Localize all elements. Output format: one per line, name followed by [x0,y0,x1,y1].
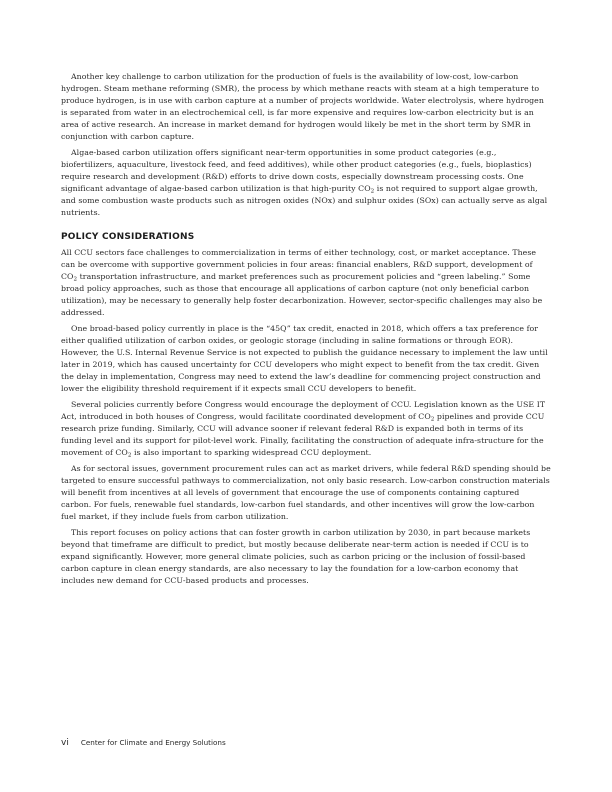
page-number: vi [61,738,69,748]
paragraph-45q: One broad-based policy currently in place is the “45Q” tax credit, enacted in 2018, which offers a tax preference for either qualified utilization of carbon oxides, or geologic storage (including in saline formations or through EOR). However, the U.S. Internal Revenue Service is not expected to publish the guidance necessary to implement the law until later in 2019, which has caused uncertainty for CCU developers who might expect to benefit from the tax credit. Given the delay in implementation, Congress may need to extend the law’s deadline for commencing project construction and lower the eligibility threshold requirement if it expects small CCU developers to benefit. [61,324,548,393]
paragraph-hydrogen: Another key challenge to carbon utilization for the production of fuels is the availability of low-cost, low-carbon hydrogen. Steam methane reforming (SMR), the process by which methane reacts with steam at a high temperature to produce hydrogen, is in use with carbon capture at a number of projects worldwide. Water electrolysis, where hydrogen is separated from water in an electrochemical cell, is far more expensive and requires low-carbon electricity but is an area of active research. An increase in market demand for hydrogen would likely be met in the short term by SMR in conjunction with carbon capture. [61,72,544,141]
body-text [61,71,551,591]
paragraph-algae: Algae-based carbon utilization offers significant near-term opportunities in some product categories (e.g., biofertilizers, aquaculture, livestock feed, and feed additives), while other product categories (e.g., fuels, bioplastics) require research and development (R&D) efforts to drive down costs, especially downstream processing costs. One significant advantage of algae-based carbon utilization is that high-purity $CO_2$ is not required to support algae growth, and some combustion waste products such as nitrogen oxides (NOx) and sulphur oxides (SOx) can actually serve as algal nutrients. [61,148,548,217]
paragraph-congress: Several policies currently before Congress would encourage the deployment of CCU. Legislation known as the USE IT Act, introduced in both houses of Congress, would facilitate coordinated development of $CO_2$ pipelines and provide CCU research prize funding. Similarly, CCU will advance sooner if relevant federal R&D is expanded both in terms of its funding level and its support for pilot-level work. Finally, facilitating the construction of adequate infra-structure for the movement of $CO_2$ is also important to sparking widespread CCU deployment. [61,400,546,459]
page-footer [61,738,226,748]
section-heading-policy: POLICY CONSIDERATIONS [61,232,195,242]
footer-organization: Center for Climate and Energy Solutions [80,738,226,747]
paragraph-sectoral: As for sectoral issues, government procurement rules can act as market drivers, while federal R&D spending should be targeted to ensure successful pathways to commercialization, not only basic research. Low-carbon construction materials will benefit from incentives at all levels of government that encourage the use of components containing captured carbon. For fuels, renewable fuel standards, low-carbon fuel standards, and other incentives will grow the low-carbon fuel market, if they include fuels from carbon utilization. [61,464,551,521]
paragraph-policy-intro: All CCU sectors face challenges to commercialization in terms of either technology, cost, or market acceptance. These can be overcome with supportive government policies in four areas: financial enablers, R&D support, development of $CO_2$ transportation infrastructure, and market preferences such as procurement policies and “green labeling.” Some broad policy approaches, such as those that encourage all applications of carbon capture (not only beneficial carbon utilization), may be necessary to generally help foster decarbonization. However, sector-specific challenges may also be addressed. [61,248,543,317]
paragraph-report-focus: This report focuses on policy actions that can foster growth in carbon utilization by 2030, in part because markets beyond that timeframe are difficult to predict, but mostly because deliberate near-term action is needed if CCU is to expand significantly. However, more general climate policies, such as carbon pricing or the inclusion of fossil-based carbon capture in clean energy standards, are also necessary to lay the foundation for a low-carbon economy that includes new demand for CCU-based products and processes. [61,528,531,585]
